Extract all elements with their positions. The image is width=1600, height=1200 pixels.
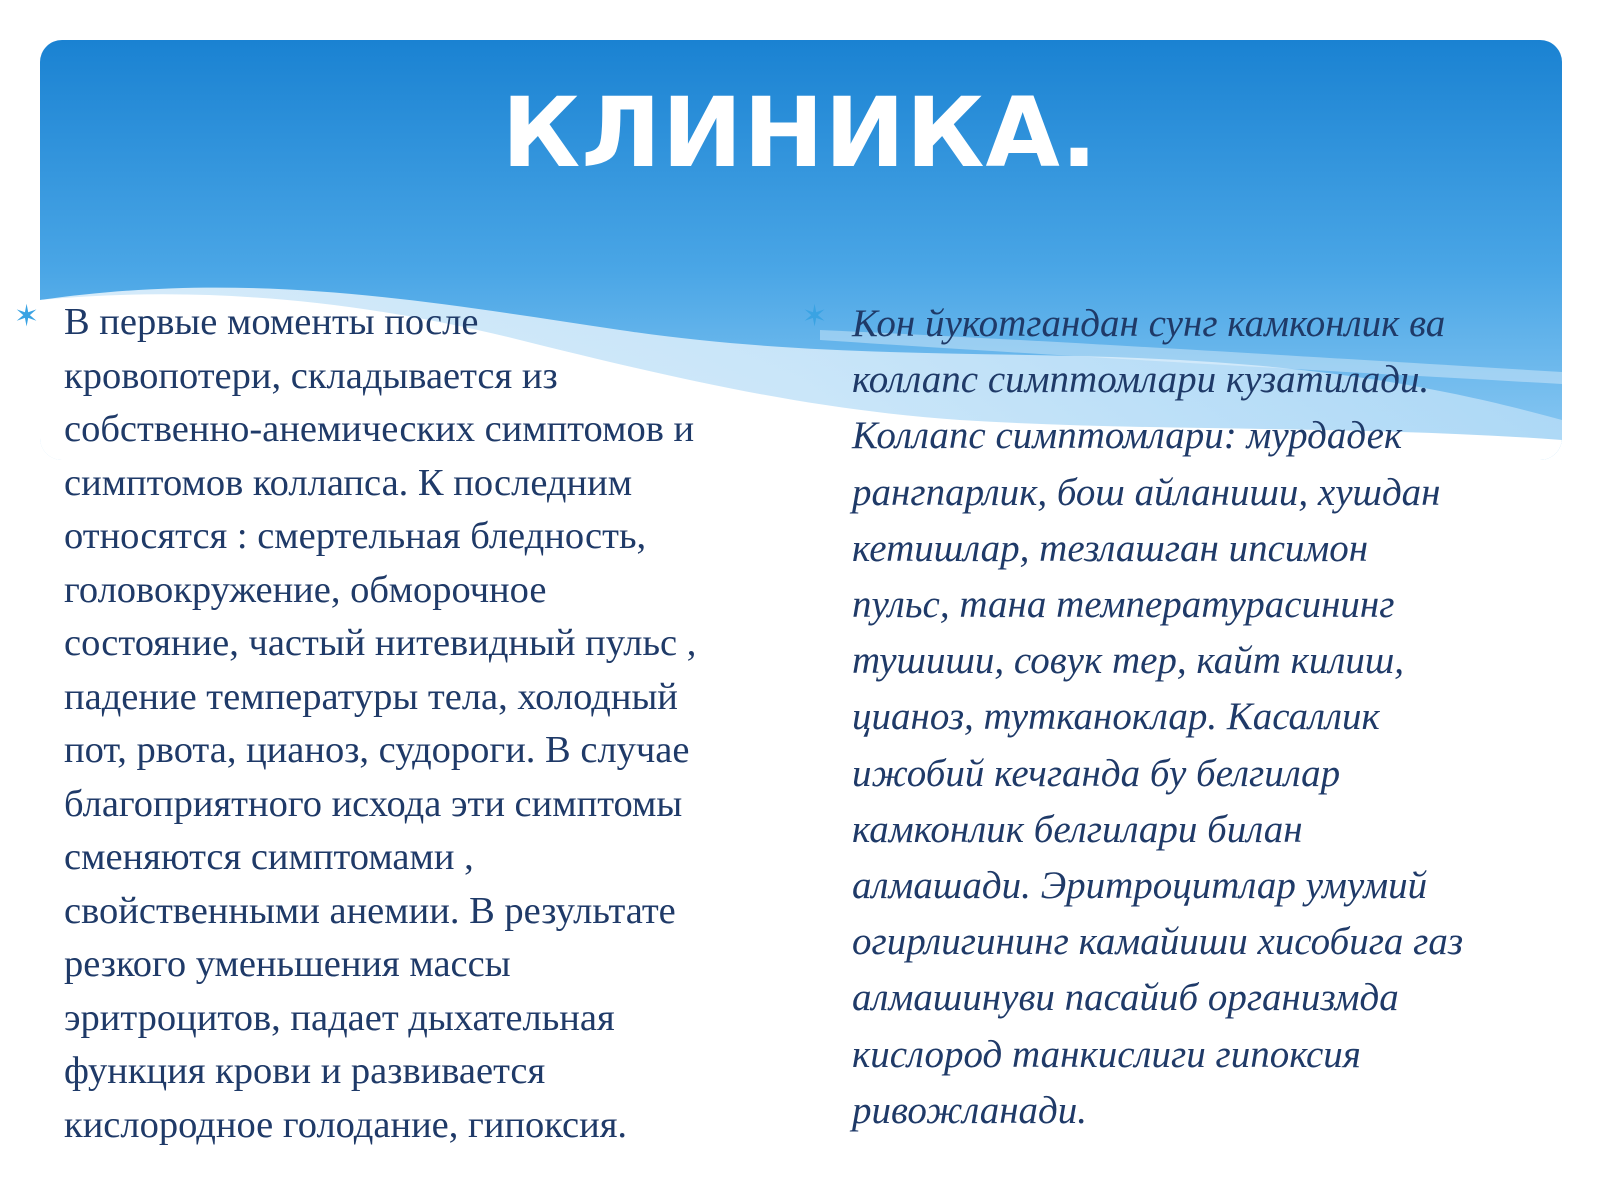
star-bullet-icon: ✶ [802,299,828,334]
star-bullet-icon: ✶ [14,299,40,334]
right-column-text: Кон йукотгандан сунг камконлик ва коллапс симптомлари кузатилади. Коллапс симптомлари: мурдадек рангпарлик, бош айланиши, хушдан кетишлар, тезлашган ипсимон пульс, тана температурасининг тушиши, совук тер, кайт килиш, цианоз, тутканоклар. Касаллик ижобий кечганда бу белгилар камконлик белгилари билан алмашади. Эритроцитлар умумий огирлигининг камайиши хисобига газ алмашинуви пасайиб организмда кислород танкислиги гипоксия ривожланади. [852,302,1464,1132]
slide-title: КЛИНИКА. [501,77,1099,189]
left-column-text: В первые моменты после кровопотери, складывается из собственно-анемических симптомов и симптомов коллапса. К последним относятся : смертельная бледность, головокружение, обморочное состояние, частый нитевидный пульс , падение температуры тела, холодный пот, рвота, цианоз, судороги. В случае благоприятного исхода эти симптомы сменяются симптомами , свойственными анемии. В результате резкого уменьшения массы эритроцитов, падает дыхательная функция крови и развивается кислородное голодание, гипоксия. [64,301,697,1146]
